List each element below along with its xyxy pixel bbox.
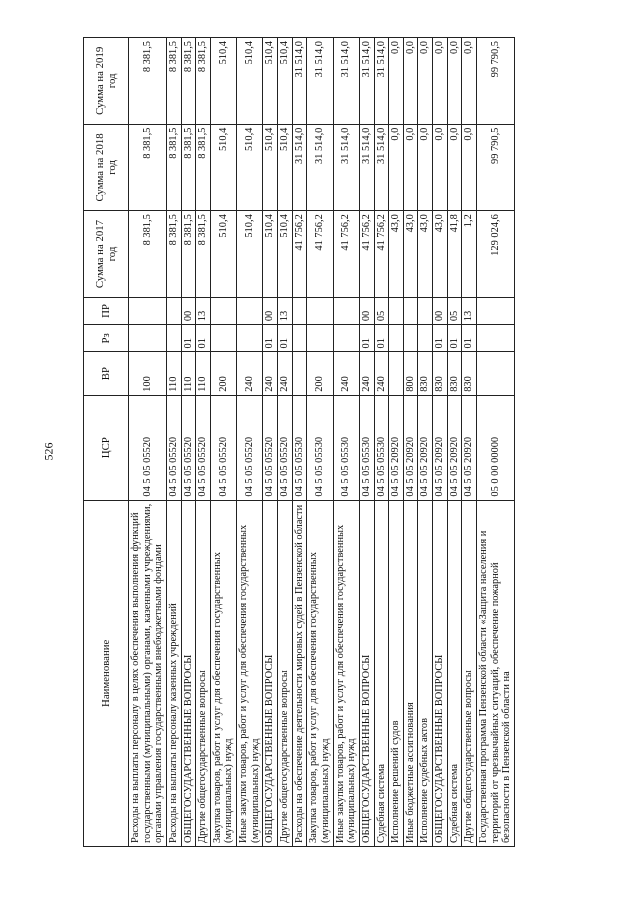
cell-rz: 01	[447, 325, 462, 352]
cell-sum-2019: 31 514,0	[333, 38, 359, 125]
cell-csr: 04 5 05 20920	[418, 395, 433, 500]
cell-name: Закупка товаров, работ и услуг для обеспечения государственных (муниципальных) нужд	[307, 500, 333, 846]
cell-rz	[307, 325, 333, 352]
cell-vr: 800	[403, 352, 418, 395]
cell-csr: 04 5 05 05530	[333, 395, 359, 500]
cell-sum-2017: 510,4	[210, 211, 236, 298]
cell-sum-2019: 510,4	[210, 38, 236, 125]
cell-pr	[403, 297, 418, 324]
table-row	[237, 38, 263, 847]
cell-name: Государственная программа Пензенской области «Защита населения и территорий от чрезвычайных ситуаций, обеспечение пожарной безопасности в Пензенской области на	[477, 500, 515, 846]
cell-rz: 01	[263, 325, 278, 352]
cell-vr: 240	[237, 352, 263, 395]
cell-pr	[477, 297, 515, 324]
cell-pr	[166, 297, 181, 324]
cell-sum-2018: 8 381,5	[196, 124, 211, 211]
cell-vr: 830	[418, 352, 433, 395]
table-row	[129, 38, 167, 847]
cell-sum-2017: 8 381,5	[166, 211, 181, 298]
cell-rz: 01	[278, 325, 293, 352]
cell-csr: 04 5 05 05520	[129, 395, 167, 500]
cell-name: Расходы на обеспечение деятельности мировых судей в Пензенской области	[292, 500, 307, 846]
cell-sum-2019: 0,0	[389, 38, 404, 125]
cell-sum-2017: 1,2	[462, 211, 477, 298]
cell-sum-2019: 31 514,0	[374, 38, 389, 125]
cell-sum-2018: 31 514,0	[359, 124, 374, 211]
cell-pr: 00	[359, 297, 374, 324]
cell-rz	[292, 325, 307, 352]
cell-csr: 04 5 05 20920	[403, 395, 418, 500]
cell-sum-2018: 0,0	[403, 124, 418, 211]
cell-sum-2019: 0,0	[418, 38, 433, 125]
cell-vr: 240	[263, 352, 278, 395]
cell-rz	[129, 325, 167, 352]
cell-csr: 04 5 05 20920	[389, 395, 404, 500]
cell-sum-2019: 8 381,5	[166, 38, 181, 125]
cell-name: Судебная система	[374, 500, 389, 846]
cell-sum-2017: 41 756,2	[374, 211, 389, 298]
header-sum-2018: Сумма на 2018 год	[84, 124, 129, 211]
table-row	[389, 38, 404, 847]
cell-csr: 04 5 05 05520	[196, 395, 211, 500]
cell-name: Другие общегосударственные вопросы	[278, 500, 293, 846]
cell-vr: 240	[359, 352, 374, 395]
cell-name: Закупка товаров, работ и услуг для обеспечения государственных (муниципальных) нужд	[210, 500, 236, 846]
cell-vr: 240	[374, 352, 389, 395]
cell-csr: 04 5 05 20920	[447, 395, 462, 500]
cell-sum-2017: 43,0	[433, 211, 448, 298]
cell-sum-2018: 31 514,0	[307, 124, 333, 211]
table-row	[263, 38, 278, 847]
cell-sum-2019: 99 790,5	[477, 38, 515, 125]
cell-rz	[418, 325, 433, 352]
cell-vr: 110	[196, 352, 211, 395]
cell-vr: 200	[307, 352, 333, 395]
cell-csr: 04 5 05 05520	[210, 395, 236, 500]
cell-sum-2019: 510,4	[263, 38, 278, 125]
cell-name: ОБЩЕГОСУДАРСТВЕННЫЕ ВОПРОСЫ	[181, 500, 196, 846]
cell-sum-2019: 31 514,0	[292, 38, 307, 125]
cell-name: ОБЩЕГОСУДАРСТВЕННЫЕ ВОПРОСЫ	[263, 500, 278, 846]
cell-pr: 13	[462, 297, 477, 324]
cell-name: Расходы на выплаты персоналу казенных учреждений	[166, 500, 181, 846]
cell-rz: 01	[359, 325, 374, 352]
cell-sum-2017: 43,0	[403, 211, 418, 298]
cell-pr	[237, 297, 263, 324]
cell-name: Исполнение решений судов	[389, 500, 404, 846]
cell-csr: 05 0 00 00000	[477, 395, 515, 500]
cell-name: Исполнение судебных актов	[418, 500, 433, 846]
cell-pr: 13	[278, 297, 293, 324]
cell-sum-2019: 0,0	[462, 38, 477, 125]
cell-csr: 04 5 05 05530	[374, 395, 389, 500]
cell-vr: 240	[278, 352, 293, 395]
cell-pr	[129, 297, 167, 324]
cell-sum-2018: 0,0	[389, 124, 404, 211]
cell-sum-2019: 31 514,0	[359, 38, 374, 125]
table-row	[433, 38, 448, 847]
cell-csr: 04 5 05 05520	[181, 395, 196, 500]
cell-sum-2019: 8 381,5	[196, 38, 211, 125]
cell-rz	[210, 325, 236, 352]
cell-sum-2017: 510,4	[278, 211, 293, 298]
table-row	[333, 38, 359, 847]
table-row	[477, 38, 515, 847]
table-row	[403, 38, 418, 847]
cell-sum-2018: 510,4	[278, 124, 293, 211]
cell-pr: 00	[263, 297, 278, 324]
header-csr: ЦСР	[84, 395, 129, 500]
cell-rz: 01	[181, 325, 196, 352]
cell-sum-2017: 510,4	[263, 211, 278, 298]
cell-vr: 110	[181, 352, 196, 395]
cell-name: Другие общегосударственные вопросы	[462, 500, 477, 846]
header-pr: ПР	[84, 297, 129, 324]
cell-pr	[292, 297, 307, 324]
cell-pr: 05	[374, 297, 389, 324]
table-row	[278, 38, 293, 847]
header-rz: Рз	[84, 325, 129, 352]
cell-sum-2018: 8 381,5	[166, 124, 181, 211]
cell-sum-2018: 510,4	[237, 124, 263, 211]
cell-sum-2019: 510,4	[278, 38, 293, 125]
cell-vr: 830	[447, 352, 462, 395]
rotated-page-content	[83, 37, 591, 847]
cell-sum-2017: 129 024,6	[477, 211, 515, 298]
cell-sum-2019: 0,0	[433, 38, 448, 125]
cell-rz	[477, 325, 515, 352]
table-row	[359, 38, 374, 847]
cell-vr	[477, 352, 515, 395]
cell-pr: 05	[447, 297, 462, 324]
cell-sum-2018: 0,0	[433, 124, 448, 211]
cell-sum-2019: 31 514,0	[307, 38, 333, 125]
cell-rz	[166, 325, 181, 352]
cell-rz: 01	[433, 325, 448, 352]
cell-vr: 240	[333, 352, 359, 395]
table-body	[129, 38, 515, 847]
cell-sum-2019: 510,4	[237, 38, 263, 125]
cell-sum-2018: 31 514,0	[292, 124, 307, 211]
cell-csr: 04 5 05 05520	[263, 395, 278, 500]
cell-sum-2017: 8 381,5	[196, 211, 211, 298]
cell-sum-2018: 99 790,5	[477, 124, 515, 211]
cell-csr: 04 5 05 05520	[237, 395, 263, 500]
header-sum-2017: Сумма на 2017 год	[84, 211, 129, 298]
table-row	[181, 38, 196, 847]
cell-vr: 830	[433, 352, 448, 395]
cell-csr: 04 5 05 05520	[278, 395, 293, 500]
cell-sum-2017: 41 756,2	[307, 211, 333, 298]
cell-sum-2017: 41 756,2	[333, 211, 359, 298]
cell-name: ОБЩЕГОСУДАРСТВЕННЫЕ ВОПРОСЫ	[359, 500, 374, 846]
cell-pr	[307, 297, 333, 324]
table-row	[418, 38, 433, 847]
cell-name: Расходы на выплаты персоналу в целях обеспечения выполнения функций государственными (муниципальными) органами, казенными учреждениями, органами управления государственными внебюджетными фондами	[129, 500, 167, 846]
cell-rz	[237, 325, 263, 352]
cell-rz: 01	[196, 325, 211, 352]
cell-sum-2019: 8 381,5	[181, 38, 196, 125]
cell-csr: 04 5 05 05530	[307, 395, 333, 500]
cell-sum-2017: 8 381,5	[129, 211, 167, 298]
budget-table	[83, 37, 515, 847]
cell-pr: 00	[181, 297, 196, 324]
cell-sum-2018: 8 381,5	[129, 124, 167, 211]
table-row	[196, 38, 211, 847]
cell-sum-2018: 31 514,0	[333, 124, 359, 211]
cell-sum-2018: 0,0	[447, 124, 462, 211]
table-header	[84, 38, 129, 847]
cell-vr: 830	[462, 352, 477, 395]
cell-sum-2017: 41 756,2	[292, 211, 307, 298]
cell-sum-2018: 0,0	[462, 124, 477, 211]
table-row	[210, 38, 236, 847]
cell-name: ОБЩЕГОСУДАРСТВЕННЫЕ ВОПРОСЫ	[433, 500, 448, 846]
cell-sum-2018: 510,4	[210, 124, 236, 211]
cell-vr: 110	[166, 352, 181, 395]
cell-rz	[333, 325, 359, 352]
page-number: 526	[41, 442, 56, 461]
cell-vr	[389, 352, 404, 395]
cell-csr: 04 5 05 05530	[359, 395, 374, 500]
header-name: Наименование	[84, 500, 129, 846]
cell-sum-2018: 510,4	[263, 124, 278, 211]
cell-rz	[389, 325, 404, 352]
cell-csr: 04 5 05 20920	[433, 395, 448, 500]
table-row	[307, 38, 333, 847]
cell-pr	[333, 297, 359, 324]
cell-sum-2018: 31 514,0	[374, 124, 389, 211]
cell-sum-2018: 0,0	[418, 124, 433, 211]
cell-sum-2017: 8 381,5	[181, 211, 196, 298]
cell-sum-2019: 8 381,5	[129, 38, 167, 125]
cell-pr: 00	[433, 297, 448, 324]
cell-name: Другие общегосударственные вопросы	[196, 500, 211, 846]
table-row	[447, 38, 462, 847]
cell-rz: 01	[374, 325, 389, 352]
cell-vr: 200	[210, 352, 236, 395]
header-vr: ВР	[84, 352, 129, 395]
cell-sum-2017: 43,0	[418, 211, 433, 298]
cell-pr	[418, 297, 433, 324]
cell-rz: 01	[462, 325, 477, 352]
cell-sum-2018: 8 381,5	[181, 124, 196, 211]
cell-name: Судебная система	[447, 500, 462, 846]
cell-vr	[292, 352, 307, 395]
cell-sum-2019: 0,0	[447, 38, 462, 125]
cell-pr	[389, 297, 404, 324]
table-row	[166, 38, 181, 847]
cell-sum-2017: 41 756,2	[359, 211, 374, 298]
cell-name: Иные закупки товаров, работ и услуг для обеспечения государственных (муниципальных) нужд	[333, 500, 359, 846]
cell-csr: 04 5 05 20920	[462, 395, 477, 500]
cell-vr: 100	[129, 352, 167, 395]
cell-sum-2017: 43,0	[389, 211, 404, 298]
cell-csr: 04 5 05 05530	[292, 395, 307, 500]
cell-rz	[403, 325, 418, 352]
cell-name: Иные закупки товаров, работ и услуг для обеспечения государственных (муниципальных) нужд	[237, 500, 263, 846]
header-row	[84, 38, 129, 847]
header-sum-2019: Сумма на 2019 год	[84, 38, 129, 125]
cell-sum-2019: 0,0	[403, 38, 418, 125]
table-row	[292, 38, 307, 847]
cell-pr	[210, 297, 236, 324]
cell-name: Иные бюджетные ассигнования	[403, 500, 418, 846]
cell-csr: 04 5 05 05520	[166, 395, 181, 500]
table-row	[374, 38, 389, 847]
cell-pr: 13	[196, 297, 211, 324]
table-row	[462, 38, 477, 847]
cell-sum-2017: 510,4	[237, 211, 263, 298]
cell-sum-2017: 41,8	[447, 211, 462, 298]
